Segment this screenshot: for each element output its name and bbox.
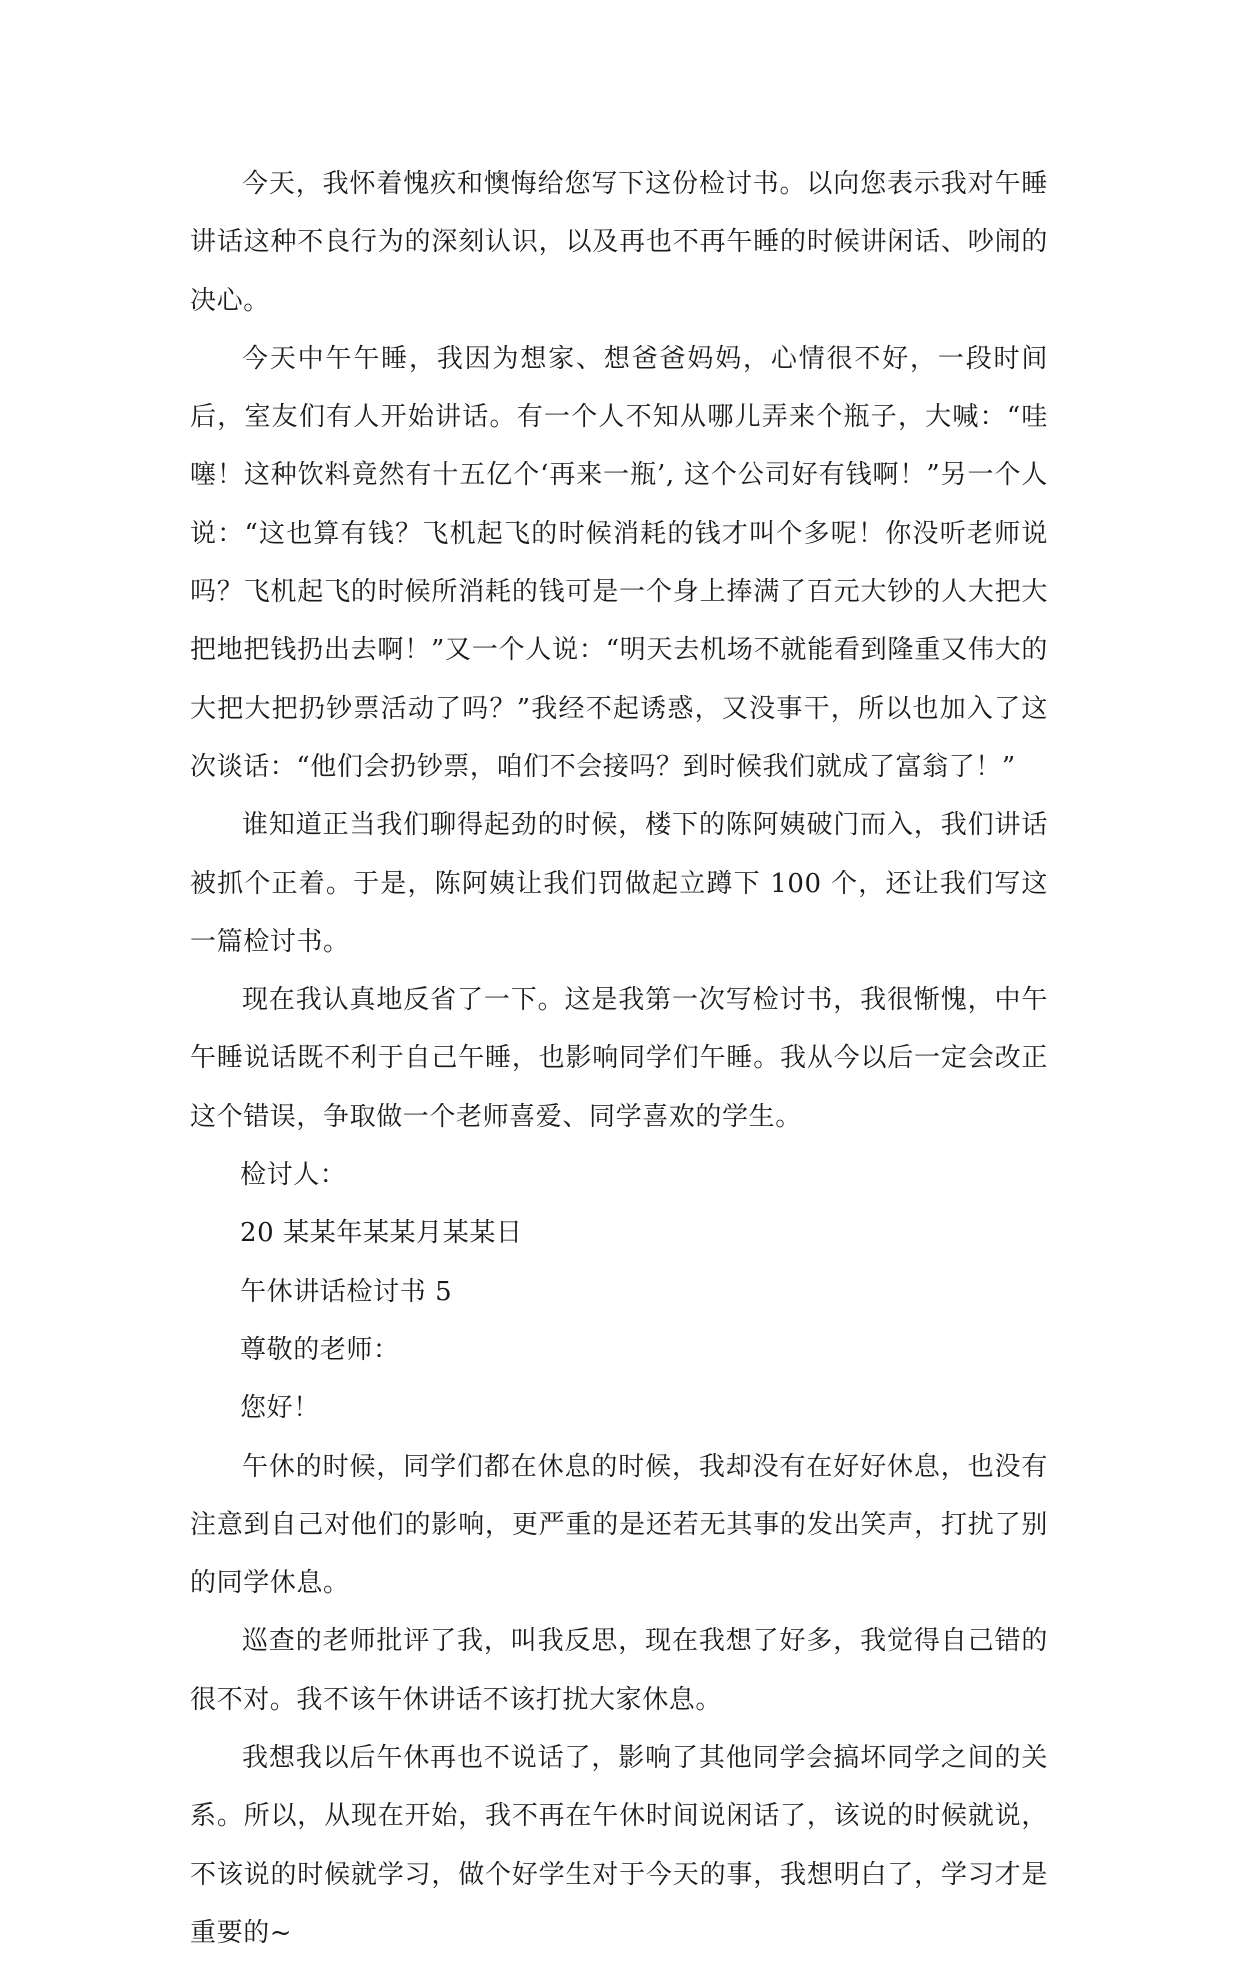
paragraph: 现在我认真地反省了一下。这是我第一次写检讨书，我很惭愧，中午午睡说话既不利于自己午睡，也影响同学们午睡。我从今以后一定会改正这个错误，争取做一个老师喜爱、同学喜欢的学生。: [190, 985, 1048, 1132]
date-line: 20 某某年某某月某某日: [240, 1218, 523, 1249]
signature-label: 检讨人：: [240, 1160, 347, 1191]
paragraph: 午休的时候，同学们都在休息的时候，我却没有在好好休息，也没有注意到自己对他们的影响，更严重的是还若无其事的发出笑声，打扰了别的同学休息。: [190, 1451, 1048, 1599]
greeting: 您好！: [240, 1393, 320, 1424]
paragraph: 巡查的老师批评了我，叫我反思，现在我想了好多，我觉得自己错的很不对。我不该午休讲话不该打扰大家休息。: [190, 1626, 1048, 1715]
paragraph: 谁知道正当我们聊得起劲的时候，楼下的陈阿姨破门而入，我们讲话被抓个正着。于是，陈阿姨让我们罚做起立蹲下 100 个，还让我们写这一篇检讨书。: [190, 810, 1048, 957]
paragraph: 我想我以后午休再也不说话了，影响了其他同学会搞坏同学之间的关系。所以，从现在开始，我不再在午休时间说闲话了，该说的时候就说，不该说的时候就学习，做个好学生对于今天的事，我想明白了，学习才是重要的~: [190, 1743, 1048, 1948]
document-body: [190, 155, 1048, 1962]
salutation: 尊敬的老师：: [240, 1334, 400, 1365]
paragraph: 今天，我怀着愧疚和懊悔给您写下这份检讨书。以向您表示我对午睡讲话这种不良行为的深刻认识，以及再也不再午睡的时候讲闲话、吵闹的决心。: [190, 169, 1048, 316]
paragraph: 今天中午午睡，我因为想家、想爸爸妈妈，心情很不好，一段时间后，室友们有人开始讲话。有一个人不知从哪儿弄来个瓶子，大喊：“哇噻！这种饮料竟然有十五亿个‘再来一瓶’, 这个公司好有钱啊！”另一个人说：“这也算有钱？飞机起飞的时候消耗的钱才叫个多呢！你没听老师说吗？飞机起飞的时候所消耗的钱可是一个身上捧满了百元大钞的人大把大把地把钱扔出去啊！”又一个人说：“明天去机场不就能看到隆重又伟大的大把大把扔钞票活动了吗？”我经不起诱惑，又没事干，所以也加入了这次谈话：“他们会扔钞票，咱们不会接吗？到时候我们就成了富翁了！”: [190, 343, 1048, 782]
section-title: 午休讲话检讨书 5: [240, 1276, 453, 1307]
